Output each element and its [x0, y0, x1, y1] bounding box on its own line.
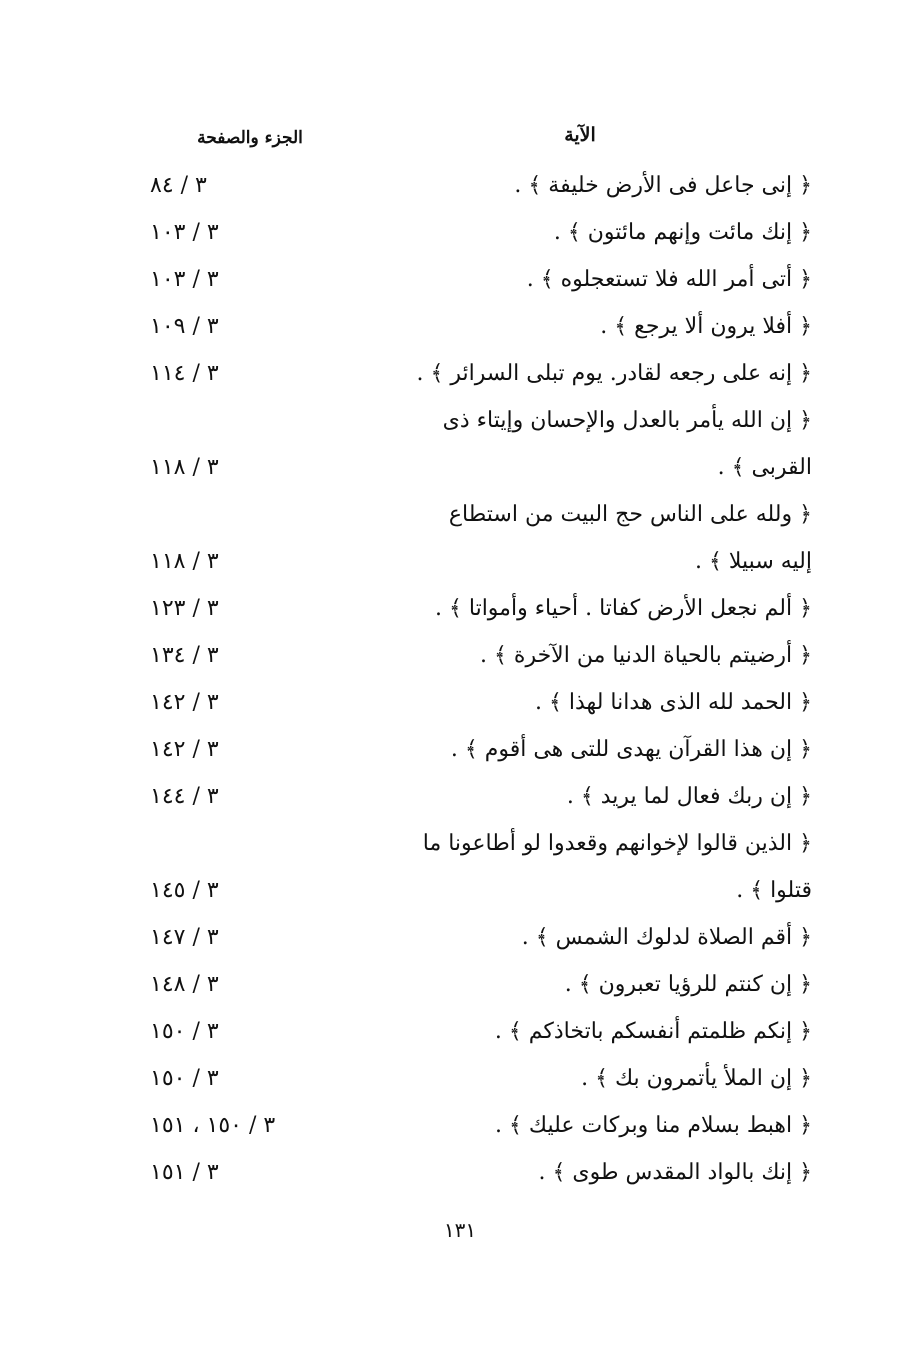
volume-page-reference: ٣ / ١٠٣: [150, 267, 219, 292]
volume-page-reference: ٣ / ١٤٧: [150, 925, 219, 950]
volume-page-reference: ٣ / ١١٤: [150, 361, 219, 386]
index-entry: [0, 209, 917, 256]
volume-page-reference: ٣ / ١٢٣: [150, 596, 219, 621]
verse-text: ﴿ إن الملأ يأتمرون بك ﴾ .: [581, 1066, 812, 1091]
page-number: ١٣١: [443, 1218, 477, 1242]
volume-page-reference: ٣ / ١٠٩: [150, 314, 219, 339]
volume-page-reference: ٣ / ١٣٤: [150, 643, 219, 668]
verse-text: ﴿ إنك بالواد المقدس طوى ﴾ .: [538, 1160, 812, 1185]
index-entry: [0, 914, 917, 961]
index-entry: [0, 350, 917, 397]
verse-text: ﴿ إنى جاعل فى الأرض خليفة ﴾ .: [514, 173, 812, 198]
verse-column-header: الآية: [564, 124, 596, 146]
verse-text: ﴿ إن ربك فعال لما يريد ﴾ .: [566, 784, 812, 809]
index-entry: [0, 1102, 917, 1149]
index-entry: [0, 961, 917, 1008]
volume-page-reference: ٣ / ١٥٠: [150, 1066, 219, 1091]
verse-text: ﴿ أتى أمر الله فلا تستعجلوه ﴾ .: [526, 267, 812, 292]
index-entry: [0, 1055, 917, 1102]
index-entry: [0, 1008, 917, 1055]
volume-page-reference: ٣ / ١٤٢: [150, 737, 219, 762]
verse-index-list: [0, 162, 917, 1196]
volume-page-reference: ٣ / ١٤٥: [150, 878, 219, 903]
index-entry: [0, 397, 917, 491]
volume-page-reference: ٣ / ١٠٣: [150, 220, 219, 245]
index-entry: [0, 585, 917, 632]
index-entry: [0, 726, 917, 773]
index-entry: [0, 820, 917, 914]
verse-text: ﴿ ألم نجعل الأرض كفاتا . أحياء وأمواتا ﴾ .: [435, 596, 812, 621]
index-entry: [0, 1149, 917, 1196]
verse-text: ﴿ إن كنتم للرؤيا تعبرون ﴾ .: [564, 972, 812, 997]
verse-text: ﴿ إنه على رجعه لقادر. يوم تبلى السرائر ﴾ .: [416, 361, 812, 386]
volume-page-reference: ٣ / ١٥٠ ، ١٥١: [150, 1113, 276, 1138]
index-entry: [0, 773, 917, 820]
volume-page-reference: ٣ / ١٤٨: [150, 972, 219, 997]
volume-page-reference: ٣ / ١٤٤: [150, 784, 219, 809]
volume-page-reference: ٣ / ٨٤: [150, 173, 207, 198]
index-entry: [0, 256, 917, 303]
volume-page-reference: ٣ / ١٥١: [150, 1160, 219, 1185]
reference-column-header: الجزء والصفحة: [197, 128, 303, 148]
verse-text: ﴿ ولله على الناس حج البيت من استطاع إليه سبيلا ﴾ .: [448, 502, 812, 574]
verse-text: ﴿ إن هذا القرآن يهدى للتى هى أقوم ﴾ .: [450, 737, 812, 762]
index-entry: [0, 162, 917, 209]
verse-text: ﴿ أقم الصلاة لدلوك الشمس ﴾ .: [521, 925, 812, 950]
index-entry: [0, 632, 917, 679]
verse-text: ﴿ إنك مائت وإنهم مائتون ﴾ .: [553, 220, 812, 245]
verse-text: ﴿ الذين قالوا لإخوانهم وقعدوا لو أطاعونا ما قتلوا ﴾ .: [422, 831, 812, 903]
verse-text: ﴿ الحمد لله الذى هدانا لهذا ﴾ .: [535, 690, 812, 715]
verse-text: ﴿ أرضيتم بالحياة الدنيا من الآخرة ﴾ .: [480, 643, 812, 668]
volume-page-reference: ٣ / ١٤٢: [150, 690, 219, 715]
verse-text: ﴿ اهبط بسلام منا وبركات عليك ﴾ .: [495, 1113, 812, 1138]
volume-page-reference: ٣ / ١١٨: [150, 549, 219, 574]
verse-text: ﴿ إن الله يأمر بالعدل والإحسان وإيتاء ذى القربى ﴾ .: [442, 408, 812, 480]
volume-page-reference: ٣ / ١١٨: [150, 455, 219, 480]
verse-text: ﴿ إنكم ظلمتم أنفسكم باتخاذكم ﴾ .: [494, 1019, 812, 1044]
index-entry: [0, 491, 917, 585]
verse-text: ﴿ أفلا يرون ألا يرجع ﴾ .: [600, 314, 812, 339]
index-entry: [0, 303, 917, 350]
index-entry: [0, 679, 917, 726]
volume-page-reference: ٣ / ١٥٠: [150, 1019, 219, 1044]
